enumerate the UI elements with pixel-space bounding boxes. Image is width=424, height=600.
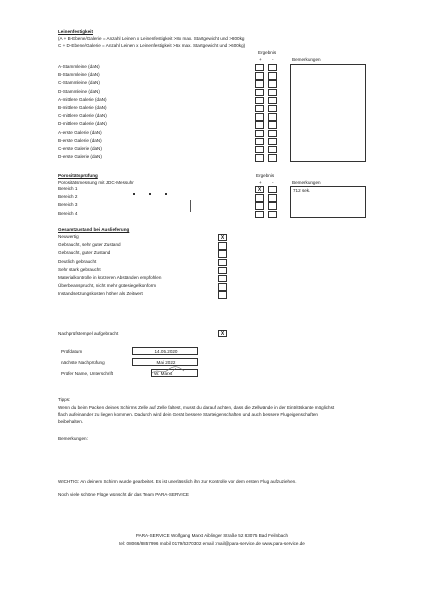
gesamt-checkbox[interactable]: [218, 291, 227, 298]
gesamt-checkbox[interactable]: [218, 275, 227, 282]
porositaet-row-label: Bereich 3: [58, 202, 78, 208]
leinen-row-label: D-Stammleine (daN): [58, 88, 100, 94]
leinen-plus-checkbox[interactable]: [255, 105, 264, 112]
gesamt-row-label: Materialkontrolle in kürzeren Abständen empfohlen: [58, 275, 162, 280]
porositaet-row-label: Bereich 2: [58, 194, 78, 200]
stray-mark: [165, 193, 167, 195]
leinen-row-label: B-erste Galerie (daN): [58, 137, 102, 143]
leinen-minus-checkbox[interactable]: [268, 97, 277, 104]
porositaet-title: Porositätsprüfung: [58, 173, 98, 178]
leinen-minus-checkbox[interactable]: [268, 130, 277, 137]
stempel-label: Nachprüfstempel aufgebracht: [58, 331, 119, 336]
leinen-title: Leinenfestigkeit: [58, 29, 93, 34]
pruefer-label: Prüfer Name, Unterschrift: [61, 371, 114, 376]
leinen-plus-checkbox[interactable]: [255, 89, 264, 96]
leinen-row-label: A-Stammleine (daN): [58, 64, 100, 69]
tipps-text-2: flach aufeinander zu liegen kommen. Dadurch wird dein Gerät bessere Starteigenschaften und auch bessere Flugeigenschaften: [58, 412, 318, 417]
leinen-plus-checkbox[interactable]: [255, 121, 264, 128]
leinen-minus-checkbox[interactable]: [268, 154, 277, 161]
leinen-row-label: A-mittlere Galerie (daN): [58, 96, 107, 102]
porositaet-plus-label: +: [259, 180, 262, 185]
bemerkungen-label: Bemerkungen:: [58, 436, 88, 441]
leinen-plus-checkbox[interactable]: [255, 80, 264, 87]
footer-address: PARA-SERVICE Wolfgang Marxt Aiblinger Straße 52 83075 Bad Feilnbach: [135, 533, 289, 538]
leinen-plus-checkbox[interactable]: [255, 97, 264, 104]
leinen-minus-checkbox[interactable]: [268, 72, 277, 79]
porositaet-row-label: Bereich 1: [58, 186, 78, 191]
signature-icon: [150, 362, 190, 376]
leinen-remarks-box[interactable]: [290, 64, 366, 162]
porositaet-plus-checkbox[interactable]: [255, 211, 264, 218]
naechste-pruefung-field[interactable]: Mai 2022: [132, 358, 198, 366]
leinen-rule-1: (A + B-Ebene/Galerie = Anzahl Leinen x Leinenfestigkeit >8x max. Startgewicht und >800kg: [58, 36, 245, 41]
porositaet-plus-checkbox[interactable]: [255, 186, 264, 193]
gesamt-row-label: Instandsetzungskosten höher als Zeitwert: [58, 291, 143, 297]
porositaet-minus-checkbox[interactable]: [268, 211, 277, 218]
porositaet-minus-checkbox[interactable]: [268, 202, 277, 209]
porositaet-remark-value: 712 sek.: [293, 188, 311, 193]
porositaet-minus-label: -: [272, 180, 274, 185]
gesamt-checkbox[interactable]: [218, 242, 227, 249]
leinen-minus-checkbox[interactable]: [268, 64, 277, 71]
leinen-ergebnis-label: Ergebnis: [258, 50, 277, 55]
porositaet-ergebnis-label: Ergebnis: [256, 173, 275, 178]
leinen-bemerkungen-label: Bemerkungen: [292, 57, 321, 62]
porositaet-plus-checkbox[interactable]: [255, 202, 264, 209]
gruss-note: Noch viele schöne Flüge wünscht dir das Team PARA-SERVICE: [58, 492, 189, 497]
leinen-plus-checkbox[interactable]: [255, 64, 264, 71]
leinen-minus-label: -: [272, 57, 274, 62]
leinen-minus-checkbox[interactable]: [268, 121, 277, 128]
gesamt-row-label: Deutlich gebraucht: [58, 258, 97, 264]
stray-mark: [190, 200, 191, 212]
stempel-mark: X: [220, 331, 225, 337]
leinen-plus-checkbox[interactable]: [255, 138, 264, 145]
wichtig-note: WICHTIG: An deinem Schirm wurde gearbeitet. Es ist unerlässlich ihn zur Kontrolle vor dem ersten Flug aufzuziehen.: [58, 479, 297, 484]
gesamt-checkbox[interactable]: [218, 234, 227, 241]
leinen-row-label: D-erste Galerie (daN): [58, 154, 102, 160]
leinen-plus-checkbox[interactable]: [255, 154, 264, 161]
porositaet-mark: X: [257, 187, 262, 193]
leinen-plus-checkbox[interactable]: [255, 130, 264, 137]
pruefer-field[interactable]: W. Marxt: [151, 369, 198, 377]
gesamt-row-label: Sehr stark gebraucht: [58, 266, 101, 272]
porositaet-minus-checkbox[interactable]: [268, 194, 277, 201]
gesamt-checkbox[interactable]: [218, 283, 227, 290]
tipps-text-1: Wenn du beim Packen deines Schirms Zelle auf Zelle faltest, musst du darauf achten, dass die Zellwände in der Eintrittskante möglichst: [58, 405, 335, 410]
gesamt-checkbox[interactable]: [218, 250, 227, 257]
porositaet-plus-checkbox[interactable]: [255, 194, 264, 201]
leinen-row-label: C-mittlere Galerie (daN): [58, 113, 107, 119]
stray-mark: [149, 193, 151, 195]
leinen-minus-checkbox[interactable]: [268, 113, 277, 120]
leinen-plus-checkbox[interactable]: [255, 72, 264, 79]
stray-mark: [133, 193, 135, 195]
leinen-plus-label: +: [259, 57, 262, 62]
stempel-checkbox[interactable]: [218, 330, 227, 337]
leinen-minus-checkbox[interactable]: [268, 89, 277, 96]
gesamt-checkbox[interactable]: [218, 259, 227, 266]
leinen-row-label: C-erste Galerie (daN): [58, 146, 102, 151]
gesamt-title: Gesamtzustand bei Auslieferung: [58, 227, 130, 232]
porositaet-minus-checkbox[interactable]: [268, 186, 277, 193]
tipps-title: Tipps:: [58, 397, 71, 402]
gesamt-row-label: Gebraucht, sehr guter Zustand: [58, 242, 121, 248]
porositaet-bemerkungen-label: Bemerkungen: [292, 180, 321, 185]
leinen-plus-checkbox[interactable]: [255, 113, 264, 120]
leinen-minus-checkbox[interactable]: [268, 80, 277, 87]
gesamt-row-label: Überbeansprucht, nicht mehr gütesiegelkonform: [58, 283, 157, 289]
pruefdatum-label: Prüfdatum: [61, 349, 83, 354]
leinen-row-label: B-Stammleine (daN): [58, 72, 100, 78]
leinen-row-label: C-Stammleine (daN): [58, 80, 100, 86]
footer-contact: tel: 08066/8857996 mobil 0179/5370302 email :mail@para-service.de www.para-service.de: [119, 541, 305, 546]
leinen-plus-checkbox[interactable]: [255, 146, 264, 153]
porositaet-subtitle: Porositätsmessung mit JDC-Messuhr: [58, 180, 134, 185]
gesamt-row-label: Neuwertig: [58, 234, 79, 239]
leinen-row-label: D-mittlere Galerie (daN): [58, 121, 107, 127]
leinen-minus-checkbox[interactable]: [268, 138, 277, 145]
leinen-row-label: A-erste Galerie (daN): [58, 129, 102, 135]
naechste-pruefung-label: nächste Nachprüfung: [61, 360, 105, 365]
gesamt-mark: X: [220, 235, 225, 241]
tipps-text-3: beibehalten.: [58, 419, 84, 424]
leinen-rule-2: C + D-Ebene/Galerie = Anzahl Leinen x Leinenfestigkeit >6x max. Startgewicht und >600kg): [58, 43, 246, 48]
porositaet-row-label: Bereich 4: [58, 210, 78, 216]
leinen-minus-checkbox[interactable]: [268, 105, 277, 112]
porositaet-remarks-box[interactable]: [290, 186, 366, 218]
gesamt-row-label: Gebraucht, guter Zustand: [58, 250, 111, 256]
gesamt-checkbox[interactable]: [218, 267, 227, 274]
leinen-row-label: B-mittlere Galerie (daN): [58, 105, 107, 110]
leinen-minus-checkbox[interactable]: [268, 146, 277, 153]
pruefdatum-field[interactable]: 14.05.2020: [132, 347, 198, 355]
